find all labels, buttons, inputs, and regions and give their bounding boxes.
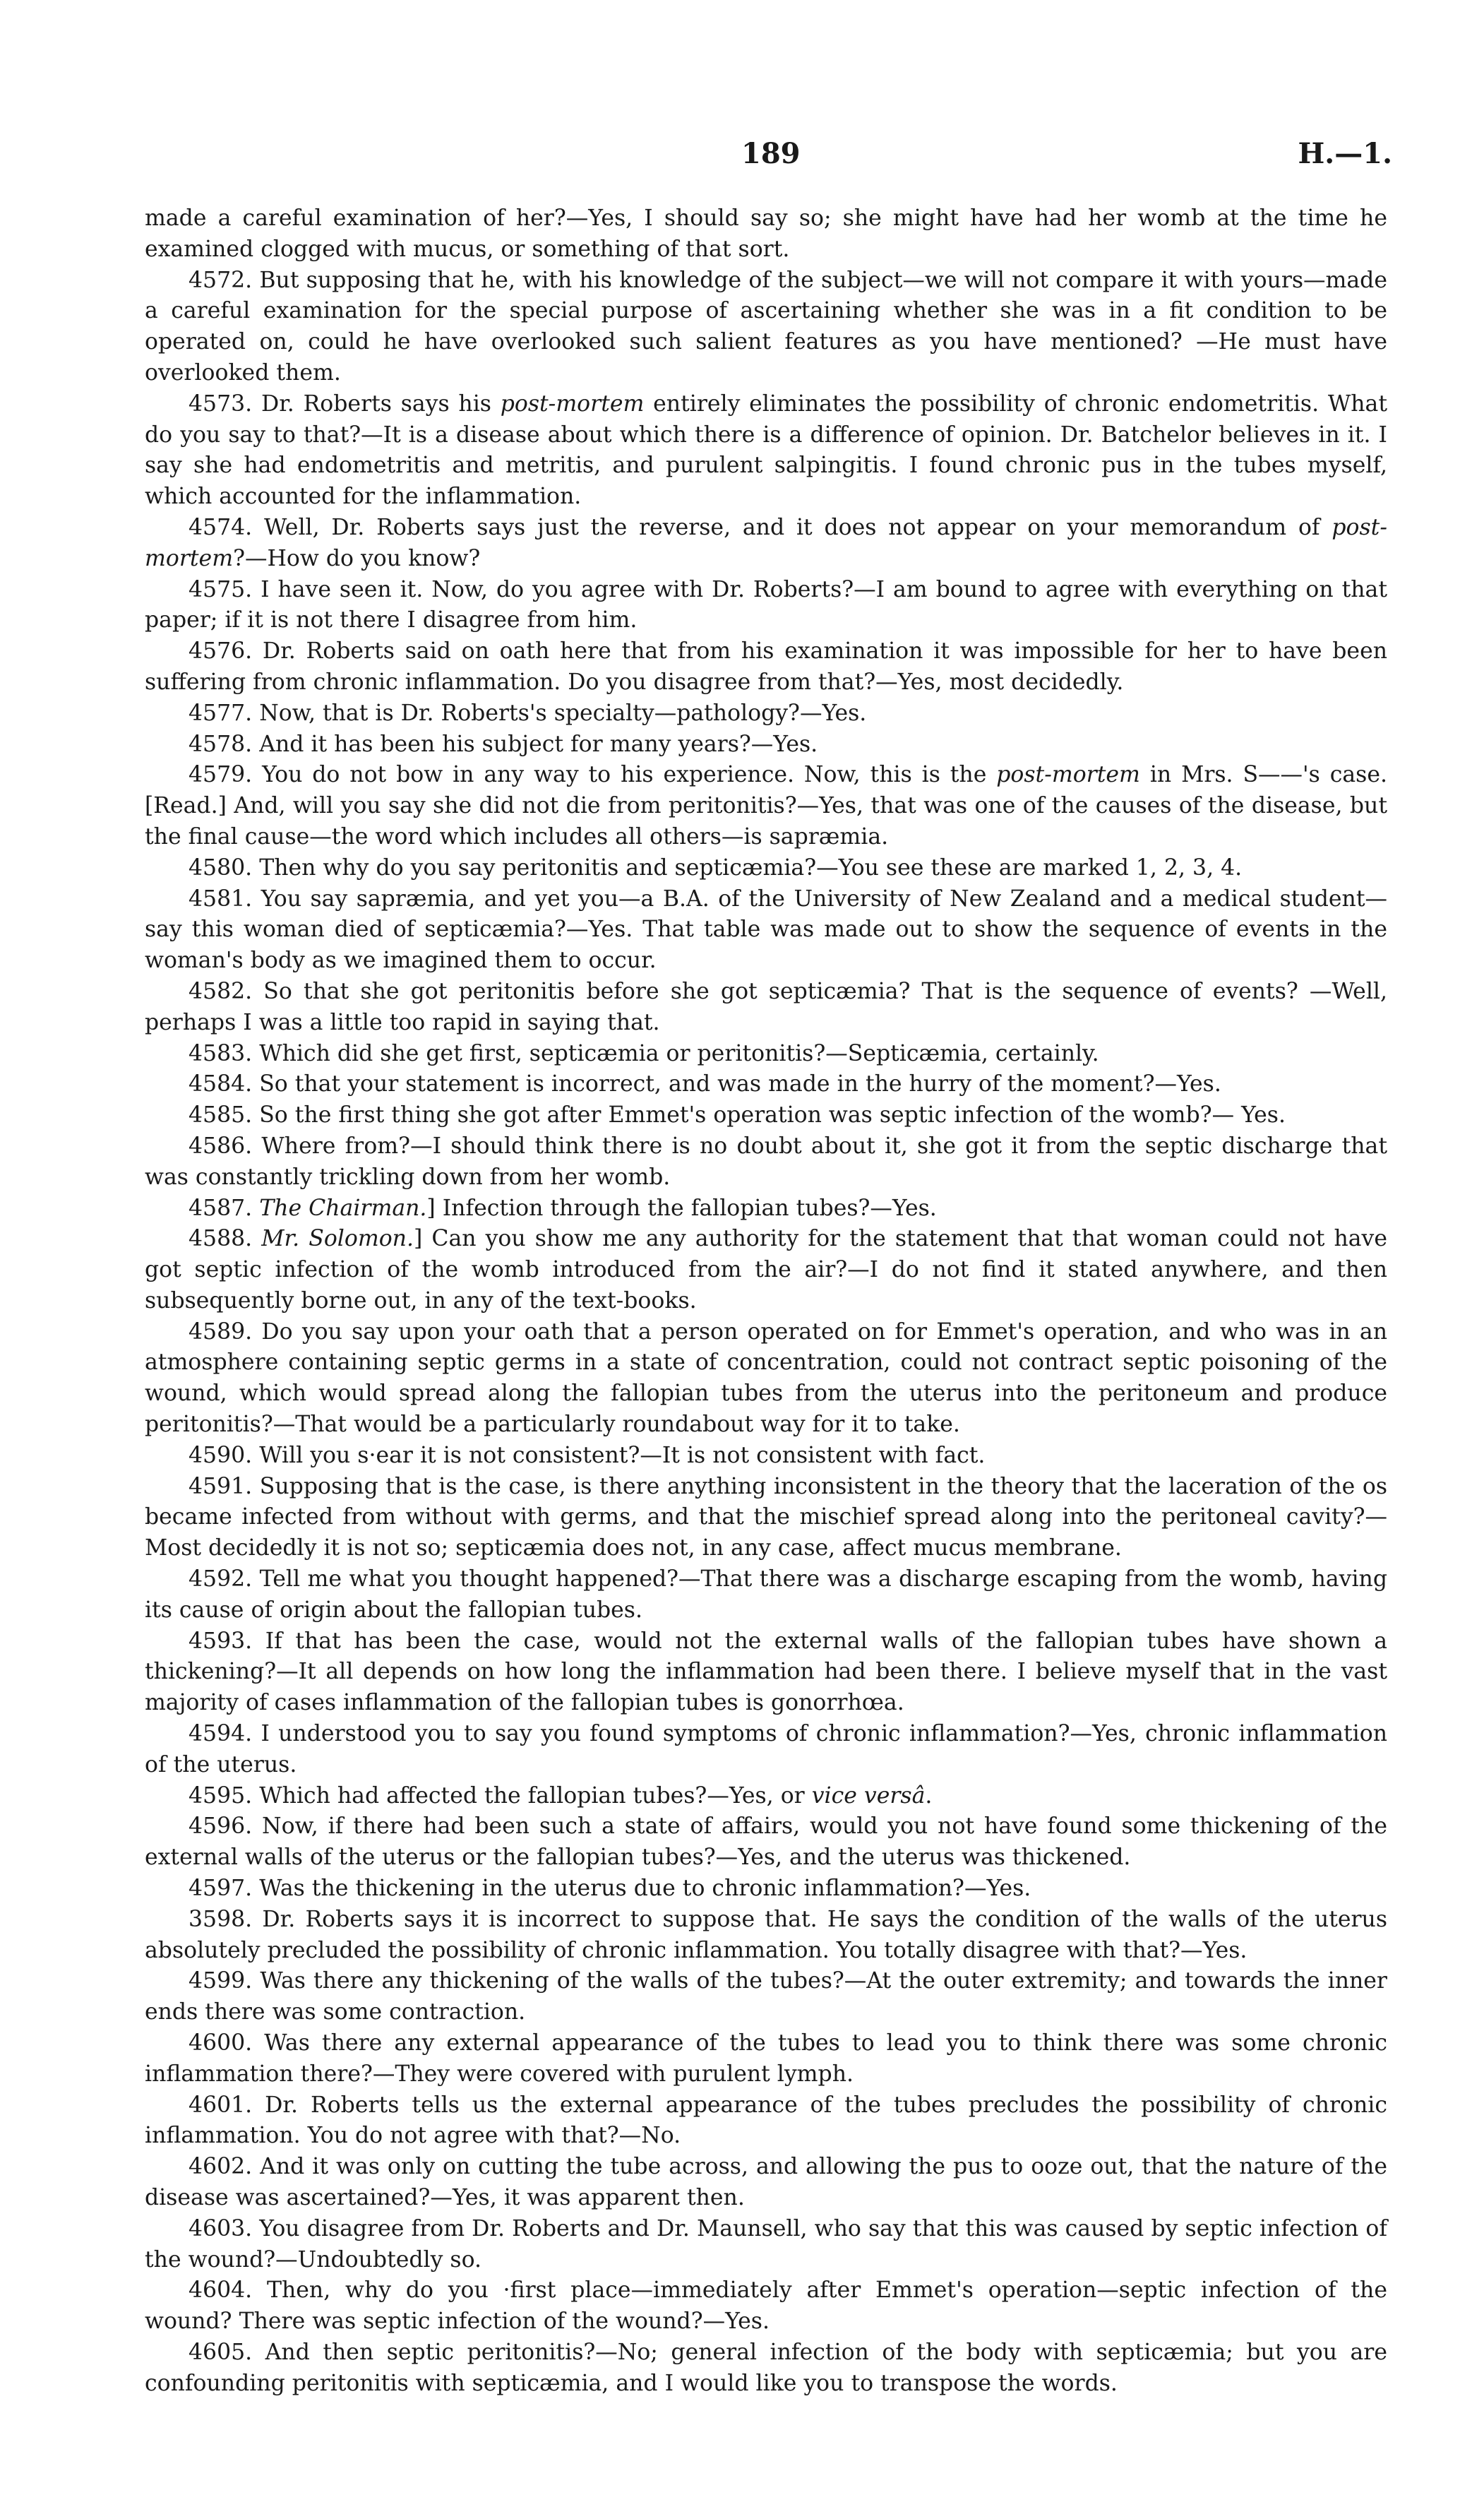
paragraph: 4582. So that she got peritonitis before she got septicæmia? That is the sequence of events? —Well, perhaps I was a little too rapid in saying that. [145, 978, 1387, 1035]
paragraph: 4589. Do you say upon your oath that a person operated on for Emmet's operation, and who was in an atmosphere containing septic germs in a state of concentration, could not contract septic poisoning of the wound, which would spread along the fallopian tubes from the uterus into the peritoneum and produce peritonitis?—That would be a particularly roundabout way for it to take. [145, 1318, 1387, 1438]
paragraph: 4577. Now, that is Dr. Roberts's specialty—pathology?—Yes. [189, 700, 867, 726]
paragraph: 4603. You disagree from Dr. Roberts and Dr. Maunsell, who say that this was caused by septic infection of the wound?—Undoubtedly so. [145, 2215, 1387, 2273]
paragraph: 4588. Mr. Solomon.] Can you show me any authority for the statement that that woman could not have got septic infection of the womb introduced from the air?—I do not find it stated anywhere, and then subsequently borne out, in any of the text-books. [145, 1226, 1387, 1314]
paragraph: made a careful examination of her?—Yes, I should say so; she might have had her womb at the time he examined clogged with mucus, or something of that sort. [145, 206, 1387, 262]
paragraph: 4578. And it has been his subject for many years?—Yes. [189, 731, 818, 757]
paragraph: 4574. Well, Dr. Roberts says just the reverse, and it does not appear on your memorandum of post-mortem?—How do you know? [145, 514, 1387, 571]
paragraph: 4580. Then why do you say peritonitis and septicæmia?—You see these are marked 1, 2, 3, 4. [189, 854, 1243, 881]
paragraph: 4587. The Chairman.] Infection through the fallopian tubes?—Yes. [189, 1195, 937, 1221]
paragraph: 4599. Was there any thickening of the walls of the tubes?—At the outer extremity; and towards the inner ends there was some contraction. [145, 1968, 1387, 2025]
paragraph: 4575. I have seen it. Now, do you agree with Dr. Roberts?—I am bound to agree with everything on that paper; if it is not there I disagree from him. [145, 576, 1387, 633]
paragraph: 4592. Tell me what you thought happened?—That there was a discharge escaping from the womb, having its cause of origin about the fallopian tubes. [145, 1566, 1387, 1623]
page-header [0, 137, 1484, 179]
page-number: 189 [741, 137, 801, 170]
paragraph: 4593. If that has been the case, would not the external walls of the fallopian tubes have shown a thickening?—It all depends on how long the inflammation had been there. I believe myself that in the vast majority of cases inflammation of the fallopian tubes is gonorrhœa. [145, 1628, 1387, 1716]
paragraph: 4590. Will you s·ear it is not consistent?—It is not consistent with fact. [189, 1442, 986, 1468]
paragraph: 4602. And it was only on cutting the tube across, and allowing the pus to ooze out, that the nature of the disease was ascertained?—Yes, it was apparent then. [145, 2154, 1387, 2210]
paragraph: 4583. Which did she get first, septicæmia or peritonitis?—Septicæmia, certainly. [189, 1040, 1099, 1066]
paragraph: 4584. So that your statement is incorrect, and was made in the hurry of the moment?—Yes. [189, 1071, 1221, 1097]
paragraph: 4591. Supposing that is the case, is there anything inconsistent in the theory that the laceration of the os became infected from without with germs, and that the mischief spread along into the peritoneal cavity?—Most decidedly it is not so; septicæmia does not, in any case, affect mucus membrane. [145, 1473, 1387, 1561]
paragraph: 4581. You say sapræmia, and yet you—a B.A. of the University of New Zealand and a medical student—say this woman died of septicæmia?—Yes. That table was made out to show the sequence of events in the woman's body as we imagined them to occur. [145, 886, 1387, 974]
paragraph: 4604. Then, why do you ·first place—immediately after Emmet's operation—septic infection of the wound? There was septic infection of the wound?—Yes. [145, 2277, 1387, 2335]
paragraph: 4605. And then septic peritonitis?—No; general infection of the body with septicæmia; but you are confounding peritonitis with septicæmia, and I would like you to transpose the words. [145, 2339, 1387, 2396]
paragraph: 4600. Was there any external appearance of the tubes to lead you to think there was some chronic inflammation there?—They were covered with purulent lymph. [145, 2030, 1387, 2087]
paragraph: 3598. Dr. Roberts says it is incorrect to suppose that. He says the condition of the walls of the uterus absolutely precluded the possibility of chronic inflammation. You totally disagree with that?—Yes. [145, 1906, 1387, 1963]
paragraph: 4579. You do not bow in any way to his experience. Now, this is the post-mortem in Mrs. S——'s case. [Read.] And, will you say she did not die from peritonitis?—Yes, that was one of the causes of the disease, but the final cause—the word which includes all others—is sapræmia. [145, 762, 1387, 850]
paragraph: 4601. Dr. Roberts tells us the external appearance of the tubes precludes the possibility of chronic inflammation. You do not agree with that?—No. [145, 2092, 1387, 2149]
paragraph: 4597. Was the thickening in the uterus due to chronic inflammation?—Yes. [189, 1876, 1031, 1902]
paragraph: 4594. I understood you to say you found symptoms of chronic inflammation?—Yes, chronic inflammation of the uterus. [145, 1721, 1387, 1777]
paragraph: 4572. But supposing that he, with his knowledge of the subject—we will not compare it with yours—made a careful examination for the special purpose of ascertaining whether she was in a fit condition to be operated on, could he have overlooked such salient features as you have mentioned? —He must have overlooked them. [145, 267, 1387, 386]
paragraph: 4573. Dr. Roberts says his post-mortem entirely eliminates the possibility of chronic endometritis. What do you say to that?—It is a disease about which there is a difference of opinion. Dr. Batchelor believes in it. I say she had endometritis and metritis, and purulent salpingitis. I found chronic pus in the tubes myself, which accounted for the inflammation. [145, 391, 1387, 510]
document-reference: H.—1. [1298, 137, 1392, 170]
paragraph: 4586. Where from?—I should think there is no doubt about it, she got it from the septic discharge that was constantly trickling down from her womb. [145, 1133, 1387, 1190]
paragraph: 4585. So the first thing she got after Emmet's operation was septic infection of the womb?— Yes. [189, 1102, 1286, 1129]
paragraph: 4596. Now, if there had been such a state of affairs, would you not have found some thickening of the external walls of the uterus or the fallopian tubes?—Yes, and the uterus was thickened. [145, 1814, 1387, 1871]
page-body [145, 203, 1387, 2400]
paragraph: 4595. Which had affected the fallopian tubes?—Yes, or vice versâ. [189, 1782, 933, 1809]
paragraph: 4576. Dr. Roberts said on oath here that from his examination it was impossible for her to have been suffering from chronic inflammation. Do you disagree from that?—Yes, most decidedly. [145, 638, 1387, 695]
